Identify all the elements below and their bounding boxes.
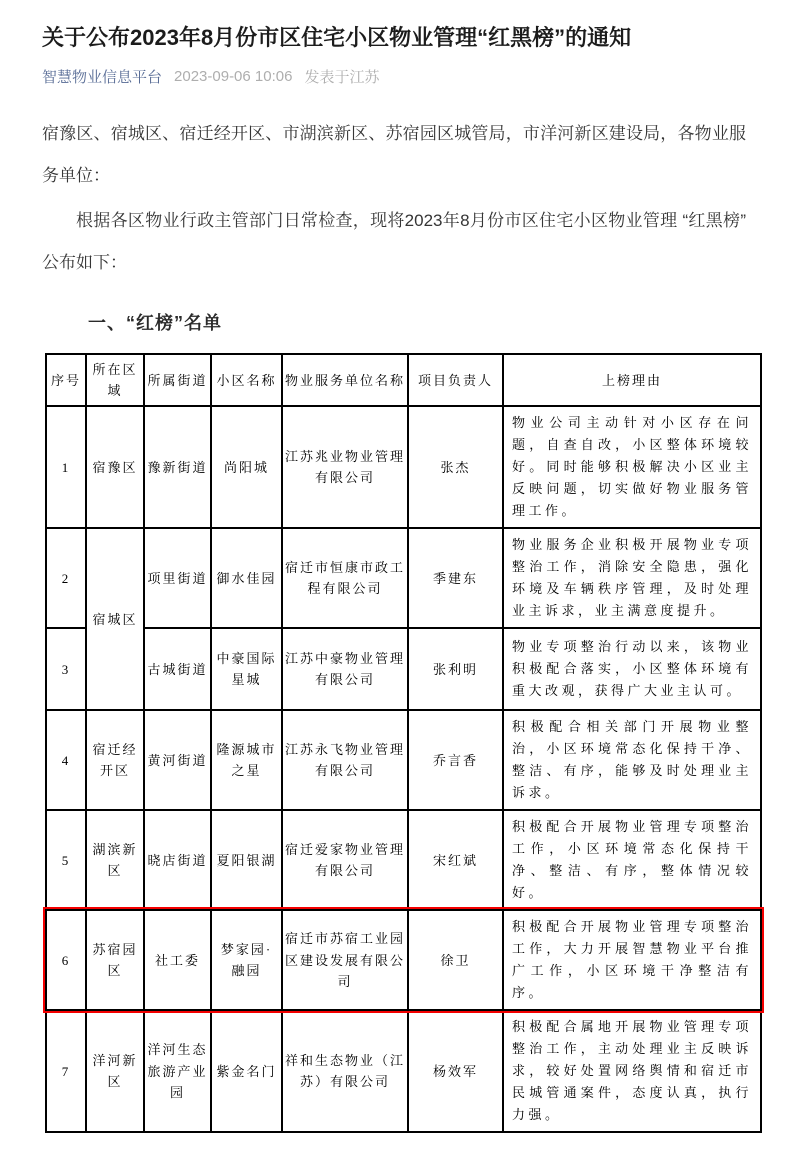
page-title: 关于公布2023年8月份市区住宅小区物业管理“红黑榜”的通知 xyxy=(42,25,632,50)
table-cell: 御水佳园 xyxy=(211,528,282,628)
table-cell: 洋河生态旅游产业园 xyxy=(144,1010,211,1132)
table-row xyxy=(46,710,761,810)
table-header-cell: 序号 xyxy=(46,354,86,406)
table-cell: 物业公司主动针对小区存在问题，自查自改，小区整体环境较好。同时能够积极解决小区业主反映问题，切实做好物业服务管理工作。 xyxy=(503,406,761,528)
table-cell: 季建东 xyxy=(408,528,503,628)
publish-location: 发表于江苏 xyxy=(304,68,380,86)
table-cell: 宿城区 xyxy=(86,528,144,710)
account-name-link[interactable]: 智慧物业信息平台 xyxy=(42,68,163,86)
table-cell: 项里街道 xyxy=(144,528,211,628)
section-title-red-list: 一、“红榜”名单 xyxy=(88,313,222,334)
table-cell: 江苏永飞物业管理有限公司 xyxy=(282,710,408,810)
table-cell: 4 xyxy=(46,710,86,810)
table-header-cell: 上榜理由 xyxy=(503,354,761,406)
table-cell: 社工委 xyxy=(144,910,211,1010)
table-cell: 杨效军 xyxy=(408,1010,503,1132)
table-cell: 物业专项整治行动以来，该物业积极配合落实，小区整体环境有重大改观，获得广大业主认可。 xyxy=(503,628,761,710)
table-cell: 隆源城市之星 xyxy=(211,710,282,810)
table-row xyxy=(46,406,761,528)
paragraph-recipients: 宿豫区、宿城区、宿迁经开区、市湖滨新区、苏宿园区城管局，市洋河新区建设局，各物业服务单位： xyxy=(42,123,746,185)
table-cell: 古城街道 xyxy=(144,628,211,710)
table-cell: 7 xyxy=(46,1010,86,1132)
table-row xyxy=(46,528,761,628)
table-header-cell: 小区名称 xyxy=(211,354,282,406)
table-row xyxy=(46,810,761,910)
table-cell: 尚阳城 xyxy=(211,406,282,528)
table-cell: 乔言香 xyxy=(408,710,503,810)
table-cell: 紫金名门 xyxy=(211,1010,282,1132)
table-cell: 张利明 xyxy=(408,628,503,710)
table-cell: 宿迁爱家物业管理有限公司 xyxy=(282,810,408,910)
table-cell: 洋河新区 xyxy=(86,1010,144,1132)
table-cell: 夏阳银湖 xyxy=(211,810,282,910)
table-cell: 晓店街道 xyxy=(144,810,211,910)
table-header-row xyxy=(46,354,761,406)
table-cell: 6 xyxy=(46,910,86,1010)
table-cell: 3 xyxy=(46,628,86,710)
table-row xyxy=(46,1010,761,1132)
table-cell: 5 xyxy=(46,810,86,910)
table-cell: 宋红斌 xyxy=(408,810,503,910)
table-cell: 江苏兆业物业管理有限公司 xyxy=(282,406,408,528)
table-header-cell: 项目负责人 xyxy=(408,354,503,406)
table-cell: 物业服务企业积极开展物业专项整治工作，消除安全隐患，强化环境及车辆秩序管理，及时处理业主诉求，业主满意度提升。 xyxy=(503,528,761,628)
table-cell: 宿迁市恒康市政工程有限公司 xyxy=(282,528,408,628)
table-cell: 1 xyxy=(46,406,86,528)
table-body xyxy=(46,406,761,1132)
table-cell: 宿迁经开区 xyxy=(86,710,144,810)
table-header-cell: 所在区域 xyxy=(86,354,144,406)
publish-timestamp: 2023-09-06 10:06 xyxy=(174,67,293,85)
table-cell: 积极配合属地开展物业管理专项整治工作，主动处理业主反映诉求，较好处置网络舆情和宿迁市民城管通案件，态度认真，执行力强。 xyxy=(503,1010,761,1132)
table-cell: 积极配合开展物业管理专项整治工作，大力开展智慧物业平台推广工作，小区环境干净整洁有序。 xyxy=(503,910,761,1010)
red-list-table xyxy=(45,353,762,1133)
table-cell: 宿豫区 xyxy=(86,406,144,528)
table-cell: 2 xyxy=(46,528,86,628)
byline xyxy=(42,66,746,87)
table-cell: 湖滨新区 xyxy=(86,810,144,910)
table-cell: 江苏中豪物业管理有限公司 xyxy=(282,628,408,710)
table-cell: 徐卫 xyxy=(408,910,503,1010)
table-header-cell: 物业服务单位名称 xyxy=(282,354,408,406)
table-header-cell: 所属街道 xyxy=(144,354,211,406)
table-cell: 苏宿园区 xyxy=(86,910,144,1010)
table-cell: 张杰 xyxy=(408,406,503,528)
table-cell: 梦家园·融园 xyxy=(211,910,282,1010)
table-cell: 积极配合相关部门开展物业整治，小区环境常态化保持干净、整洁、有序，能够及时处理业主诉求。 xyxy=(503,710,761,810)
table-row-highlighted xyxy=(46,910,761,1010)
table-row xyxy=(46,628,761,710)
table-cell: 祥和生态物业（江苏）有限公司 xyxy=(282,1010,408,1132)
paragraph-intro: 根据各区物业行政主管部门日常检查，现将2023年8月份市区住宅小区物业管理 “红黑榜” 公布如下： xyxy=(42,211,746,272)
table-cell: 宿迁市苏宿工业园区建设发展有限公司 xyxy=(282,910,408,1010)
table-cell: 豫新街道 xyxy=(144,406,211,528)
table-cell: 黄河街道 xyxy=(144,710,211,810)
table-cell: 积极配合开展物业管理专项整治工作，小区环境常态化保持干净、整洁、有序，整体情况较好。 xyxy=(503,810,761,910)
table-cell: 中豪国际星城 xyxy=(211,628,282,710)
